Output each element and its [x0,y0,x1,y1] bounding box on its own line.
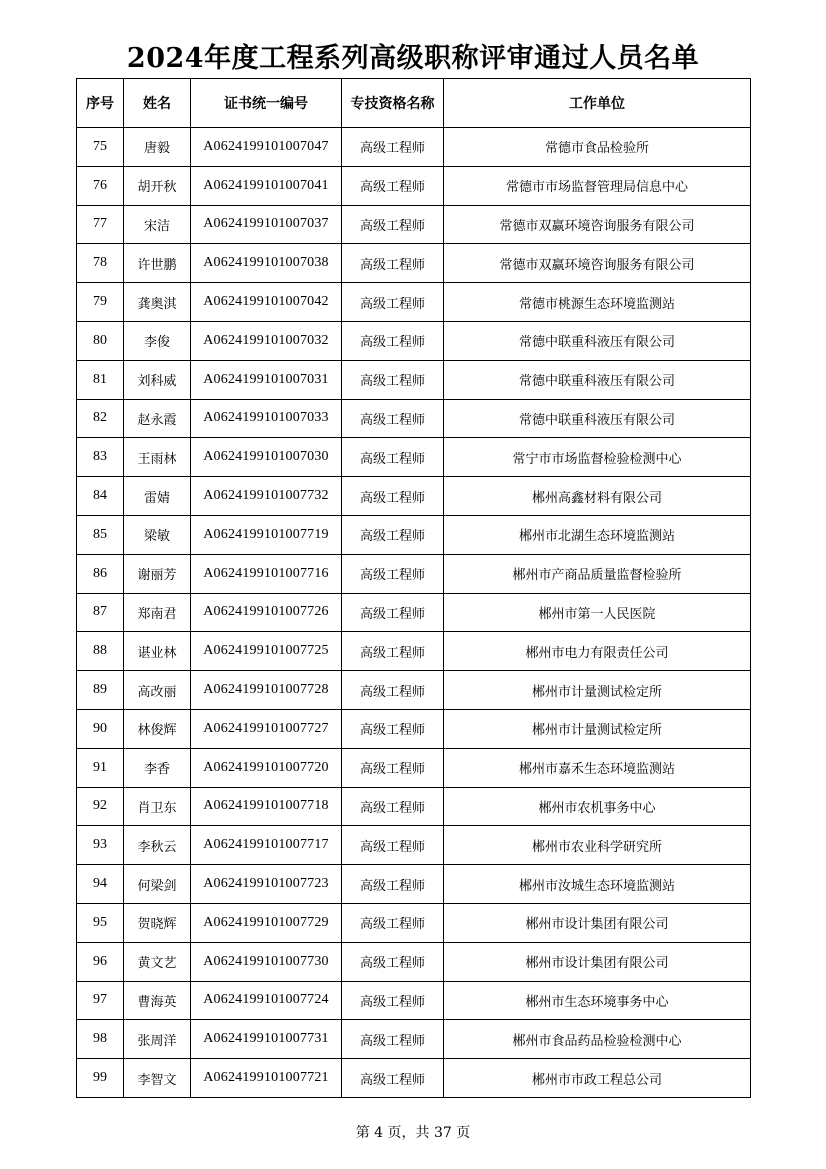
cell-work-unit: 郴州市农机事务中心 [444,787,751,826]
cell-name: 谢丽芳 [124,554,191,593]
cell-qualification: 高级工程师 [342,321,444,360]
cell-name: 赵永霞 [124,399,191,438]
cell-qualification: 高级工程师 [342,399,444,438]
cell-serial: 93 [77,826,124,865]
cell-work-unit: 郴州市设计集团有限公司 [444,942,751,981]
cell-cert-number: A0624199101007719 [191,515,342,554]
cell-qualification: 高级工程师 [342,515,444,554]
cell-cert-number: A0624199101007041 [191,166,342,205]
cell-cert-number: A0624199101007718 [191,787,342,826]
header-serial: 序号 [77,79,124,128]
table-row [77,903,751,942]
cell-name: 张周洋 [124,1020,191,1059]
cell-work-unit: 常德市食品检验所 [444,128,751,167]
cell-cert-number: A0624199101007038 [191,244,342,283]
cell-cert-number: A0624199101007732 [191,477,342,516]
cell-name: 宋洁 [124,205,191,244]
page-footer: 第 4 页，共 37 页 [355,1125,471,1141]
cell-name: 雷婧 [124,477,191,516]
cell-cert-number: A0624199101007731 [191,1020,342,1059]
cell-work-unit: 郴州市产商品质量监督检验所 [444,554,751,593]
cell-work-unit: 郴州市农业科学研究所 [444,826,751,865]
table-row [77,671,751,710]
cell-cert-number: A0624199101007730 [191,942,342,981]
table-row [77,515,751,554]
cell-serial: 89 [77,671,124,710]
cell-name: 梁敏 [124,515,191,554]
cell-qualification: 高级工程师 [342,205,444,244]
cell-cert-number: A0624199101007716 [191,554,342,593]
cell-work-unit: 郴州市设计集团有限公司 [444,903,751,942]
cell-qualification: 高级工程师 [342,787,444,826]
cell-serial: 90 [77,709,124,748]
cell-qualification: 高级工程师 [342,981,444,1020]
cell-name: 许世鹏 [124,244,191,283]
table-row [77,1020,751,1059]
cell-qualification: 高级工程师 [342,438,444,477]
cell-name: 曹海英 [124,981,191,1020]
cell-work-unit: 常德市桃源生态环境监测站 [444,283,751,322]
cell-cert-number: A0624199101007727 [191,709,342,748]
cell-work-unit: 郴州市计量测试检定所 [444,671,751,710]
cell-work-unit: 常德市市场监督管理局信息中心 [444,166,751,205]
cell-qualification: 高级工程师 [342,826,444,865]
table-row [77,477,751,516]
cell-name: 李智文 [124,1059,191,1098]
cell-cert-number: A0624199101007031 [191,360,342,399]
cell-serial: 92 [77,787,124,826]
cell-serial: 94 [77,865,124,904]
cell-qualification: 高级工程师 [342,554,444,593]
table-body [77,128,751,1098]
table-row [77,128,751,167]
cell-qualification: 高级工程师 [342,593,444,632]
cell-serial: 91 [77,748,124,787]
cell-name: 谌业林 [124,632,191,671]
cell-name: 肖卫东 [124,787,191,826]
cell-work-unit: 郴州市计量测试检定所 [444,709,751,748]
cell-work-unit: 郴州市汝城生态环境监测站 [444,865,751,904]
cell-qualification: 高级工程师 [342,709,444,748]
cell-cert-number: A0624199101007033 [191,399,342,438]
cell-serial: 79 [77,283,124,322]
table-row [77,709,751,748]
cell-qualification: 高级工程师 [342,128,444,167]
cell-cert-number: A0624199101007723 [191,865,342,904]
cell-work-unit: 郴州市第一人民医院 [444,593,751,632]
cell-serial: 85 [77,515,124,554]
cell-name: 黄文艺 [124,942,191,981]
header-name: 姓名 [124,79,191,128]
cell-qualification: 高级工程师 [342,166,444,205]
table-row [77,244,751,283]
cell-qualification: 高级工程师 [342,671,444,710]
personnel-table [76,78,751,1098]
cell-work-unit: 常德市双赢环境咨询服务有限公司 [444,205,751,244]
cell-qualification: 高级工程师 [342,477,444,516]
cell-name: 郑南君 [124,593,191,632]
cell-serial: 80 [77,321,124,360]
cell-name: 李香 [124,748,191,787]
cell-work-unit: 郴州市市政工程总公司 [444,1059,751,1098]
cell-name: 林俊辉 [124,709,191,748]
cell-serial: 95 [77,903,124,942]
cell-qualification: 高级工程师 [342,748,444,787]
cell-qualification: 高级工程师 [342,942,444,981]
cell-name: 刘科威 [124,360,191,399]
cell-name: 胡开秋 [124,166,191,205]
cell-serial: 99 [77,1059,124,1098]
cell-work-unit: 郴州市北湖生态环境监测站 [444,515,751,554]
table-row [77,981,751,1020]
cell-serial: 96 [77,942,124,981]
cell-work-unit: 常德中联重科液压有限公司 [444,399,751,438]
cell-serial: 84 [77,477,124,516]
cell-work-unit: 郴州市生态环境事务中心 [444,981,751,1020]
cell-name: 李秋云 [124,826,191,865]
table-row [77,787,751,826]
cell-qualification: 高级工程师 [342,244,444,283]
table-row [77,748,751,787]
cell-work-unit: 郴州市食品药品检验检测中心 [444,1020,751,1059]
cell-serial: 78 [77,244,124,283]
cell-serial: 76 [77,166,124,205]
cell-cert-number: A0624199101007728 [191,671,342,710]
cell-serial: 86 [77,554,124,593]
table-row [77,321,751,360]
cell-work-unit: 郴州市嘉禾生态环境监测站 [444,748,751,787]
cell-cert-number: A0624199101007725 [191,632,342,671]
cell-name: 何梁剑 [124,865,191,904]
table-row [77,1059,751,1098]
cell-serial: 75 [77,128,124,167]
cell-work-unit: 常德市双赢环境咨询服务有限公司 [444,244,751,283]
cell-qualification: 高级工程师 [342,903,444,942]
cell-work-unit: 郴州高鑫材料有限公司 [444,477,751,516]
document-title: 2024年度工程系列高级职称评审通过人员名单 [126,43,700,74]
cell-serial: 97 [77,981,124,1020]
cell-serial: 77 [77,205,124,244]
cell-work-unit: 常宁市市场监督检验检测中心 [444,438,751,477]
cell-serial: 98 [77,1020,124,1059]
cell-name: 贺晓辉 [124,903,191,942]
cell-name: 龚奥淇 [124,283,191,322]
cell-qualification: 高级工程师 [342,1059,444,1098]
table-row [77,438,751,477]
cell-qualification: 高级工程师 [342,360,444,399]
cell-cert-number: A0624199101007720 [191,748,342,787]
table-row [77,283,751,322]
header-qualification: 专技资格名称 [342,79,444,128]
cell-serial: 82 [77,399,124,438]
header-work-unit: 工作单位 [444,79,751,128]
cell-name: 唐毅 [124,128,191,167]
cell-cert-number: A0624199101007717 [191,826,342,865]
table-row [77,865,751,904]
table-row [77,942,751,981]
cell-name: 高改丽 [124,671,191,710]
cell-serial: 88 [77,632,124,671]
table-row [77,360,751,399]
cell-cert-number: A0624199101007037 [191,205,342,244]
table-header-row [77,79,751,128]
cell-work-unit: 常德中联重科液压有限公司 [444,360,751,399]
table-row [77,632,751,671]
table-row [77,205,751,244]
cell-work-unit: 郴州市电力有限责任公司 [444,632,751,671]
cell-cert-number: A0624199101007724 [191,981,342,1020]
cell-cert-number: A0624199101007032 [191,321,342,360]
cell-name: 李俊 [124,321,191,360]
header-cert-number: 证书统一编号 [191,79,342,128]
cell-qualification: 高级工程师 [342,865,444,904]
cell-qualification: 高级工程师 [342,632,444,671]
table-row [77,166,751,205]
cell-cert-number: A0624199101007721 [191,1059,342,1098]
table-row [77,826,751,865]
cell-cert-number: A0624199101007729 [191,903,342,942]
cell-cert-number: A0624199101007047 [191,128,342,167]
cell-serial: 81 [77,360,124,399]
cell-name: 王雨林 [124,438,191,477]
table-row [77,399,751,438]
table-row [77,554,751,593]
cell-qualification: 高级工程师 [342,283,444,322]
cell-serial: 87 [77,593,124,632]
cell-serial: 83 [77,438,124,477]
cell-cert-number: A0624199101007030 [191,438,342,477]
cell-qualification: 高级工程师 [342,1020,444,1059]
cell-cert-number: A0624199101007726 [191,593,342,632]
cell-cert-number: A0624199101007042 [191,283,342,322]
cell-work-unit: 常德中联重科液压有限公司 [444,321,751,360]
table-row [77,593,751,632]
